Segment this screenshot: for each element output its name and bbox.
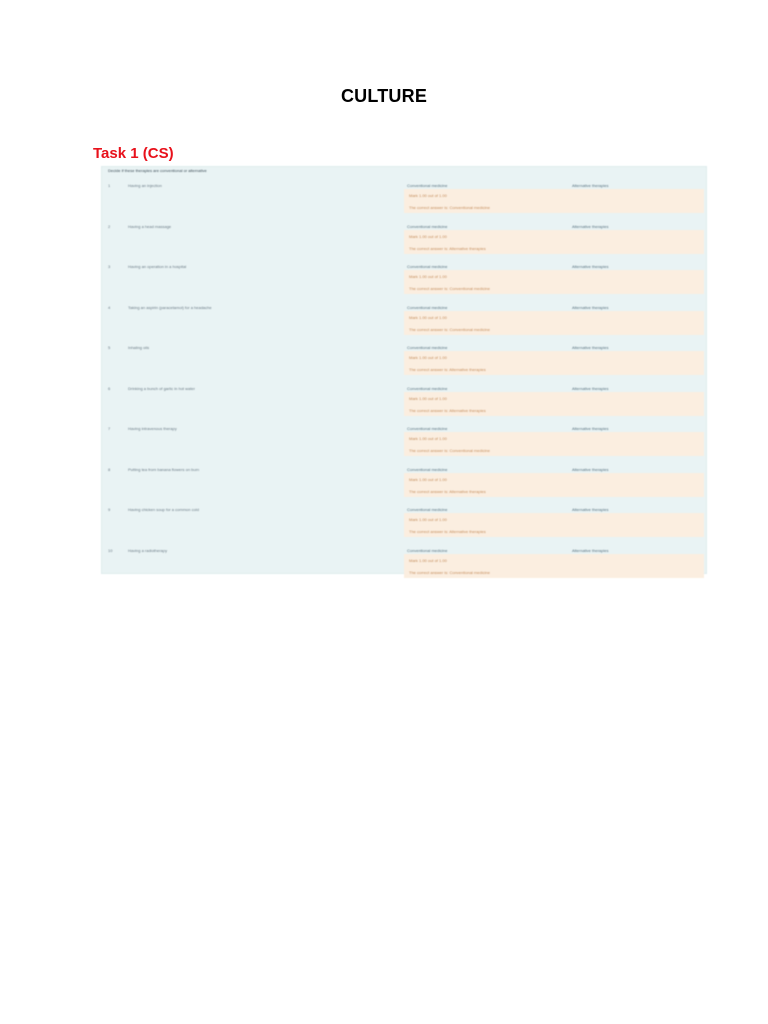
mark-text: Mark 1.00 out of 1.00 xyxy=(409,395,447,401)
question-text: Taking an aspirin (paracetamol) for a headache xyxy=(128,304,212,310)
option-alternative: Alternative therapies xyxy=(572,385,609,391)
page-title: CULTURE xyxy=(340,86,428,106)
task-heading: Task 1 (CS) xyxy=(93,145,174,162)
question-text: Having an operation in a hospital xyxy=(128,264,187,269)
option-conventional: Conventional medicine xyxy=(407,304,448,310)
quiz-row xyxy=(102,376,706,416)
quiz-row xyxy=(102,295,706,335)
option-conventional: Conventional medicine xyxy=(407,426,448,431)
option-conventional: Conventional medicine xyxy=(407,547,448,553)
quiz-row xyxy=(102,254,706,294)
feedback-box xyxy=(404,432,704,456)
feedback-box xyxy=(404,311,704,335)
correct-answer-text: The correct answer is: Alternative therapies xyxy=(409,407,486,413)
correct-answer-text: The correct answer is: Alternative therapies xyxy=(409,529,486,534)
option-conventional: Conventional medicine xyxy=(407,345,448,350)
option-alternative: Alternative therapies xyxy=(572,466,609,472)
feedback-box xyxy=(404,392,704,416)
question-text: Having intravenous therapy xyxy=(128,426,177,431)
option-alternative: Alternative therapies xyxy=(572,345,609,350)
correct-answer-text: The correct answer is: Conventional medicine xyxy=(409,448,490,453)
question-text: Having a radiotherapy xyxy=(128,547,168,553)
mark-text: Mark 1.00 out of 1.00 xyxy=(409,476,447,482)
quiz-instruction: Decide if these therapies are conventional or alternative xyxy=(108,168,207,173)
question-text: Drinking a bunch of garlic in hot water xyxy=(128,385,195,391)
quiz-row xyxy=(102,497,706,537)
option-conventional: Conventional medicine xyxy=(407,223,448,229)
correct-answer-text: The correct answer is: Conventional medicine xyxy=(409,569,490,575)
correct-answer-text: The correct answer is: Alternative therapies xyxy=(409,367,486,372)
question-number: 2 xyxy=(108,223,111,229)
option-conventional: Conventional medicine xyxy=(407,385,448,391)
question-text: Having chicken soup for a common cold xyxy=(128,507,199,512)
question-number: 8 xyxy=(108,466,111,472)
quiz-row xyxy=(102,457,706,497)
quiz-row xyxy=(102,214,706,254)
question-number: 9 xyxy=(108,507,111,512)
question-number: 1 xyxy=(108,183,111,188)
feedback-box xyxy=(404,473,704,497)
quiz-row xyxy=(102,538,706,578)
question-number: 7 xyxy=(108,426,111,431)
option-alternative: Alternative therapies xyxy=(572,507,609,512)
correct-answer-text: The correct answer is: Alternative therapies xyxy=(409,245,486,251)
feedback-box xyxy=(404,189,704,213)
mark-text: Mark 1.00 out of 1.00 xyxy=(409,193,447,198)
option-alternative: Alternative therapies xyxy=(572,183,609,188)
mark-text: Mark 1.00 out of 1.00 xyxy=(409,314,447,320)
option-alternative: Alternative therapies xyxy=(572,264,609,269)
question-number: 5 xyxy=(108,345,111,350)
mark-text: Mark 1.00 out of 1.00 xyxy=(409,436,447,441)
question-text: Inhaling oils xyxy=(128,345,150,350)
mark-text: Mark 1.00 out of 1.00 xyxy=(409,355,447,360)
question-text: Putting tea from banana flowers on burn xyxy=(128,466,200,472)
feedback-box xyxy=(404,230,704,254)
option-conventional: Conventional medicine xyxy=(407,183,448,188)
option-alternative: Alternative therapies xyxy=(572,304,609,310)
question-number: 4 xyxy=(108,304,111,310)
option-conventional: Conventional medicine xyxy=(407,264,448,269)
feedback-box xyxy=(404,554,704,578)
option-alternative: Alternative therapies xyxy=(572,426,609,431)
feedback-box xyxy=(404,270,704,294)
quiz-row xyxy=(102,416,706,456)
option-alternative: Alternative therapies xyxy=(572,547,609,553)
quiz-screenshot xyxy=(101,166,707,574)
correct-answer-text: The correct answer is: Conventional medicine xyxy=(409,286,490,291)
question-text: Having an injection xyxy=(128,183,162,188)
feedback-box xyxy=(404,513,704,537)
question-number: 10 xyxy=(108,547,113,553)
option-alternative: Alternative therapies xyxy=(572,223,609,229)
option-conventional: Conventional medicine xyxy=(407,466,448,472)
mark-text: Mark 1.00 out of 1.00 xyxy=(409,274,447,279)
feedback-box xyxy=(404,351,704,375)
question-number: 6 xyxy=(108,385,111,391)
option-conventional: Conventional medicine xyxy=(407,507,448,512)
question-number: 3 xyxy=(108,264,111,269)
correct-answer-text: The correct answer is: Alternative therapies xyxy=(409,488,486,494)
correct-answer-text: The correct answer is: Conventional medicine xyxy=(409,205,490,210)
mark-text: Mark 1.00 out of 1.00 xyxy=(409,517,447,522)
quiz-row xyxy=(102,335,706,375)
quiz-row xyxy=(102,173,706,213)
question-text: Having a head massage xyxy=(128,223,172,229)
mark-text: Mark 1.00 out of 1.00 xyxy=(409,233,447,239)
mark-text: Mark 1.00 out of 1.00 xyxy=(409,557,447,563)
correct-answer-text: The correct answer is: Conventional medicine xyxy=(409,326,490,332)
